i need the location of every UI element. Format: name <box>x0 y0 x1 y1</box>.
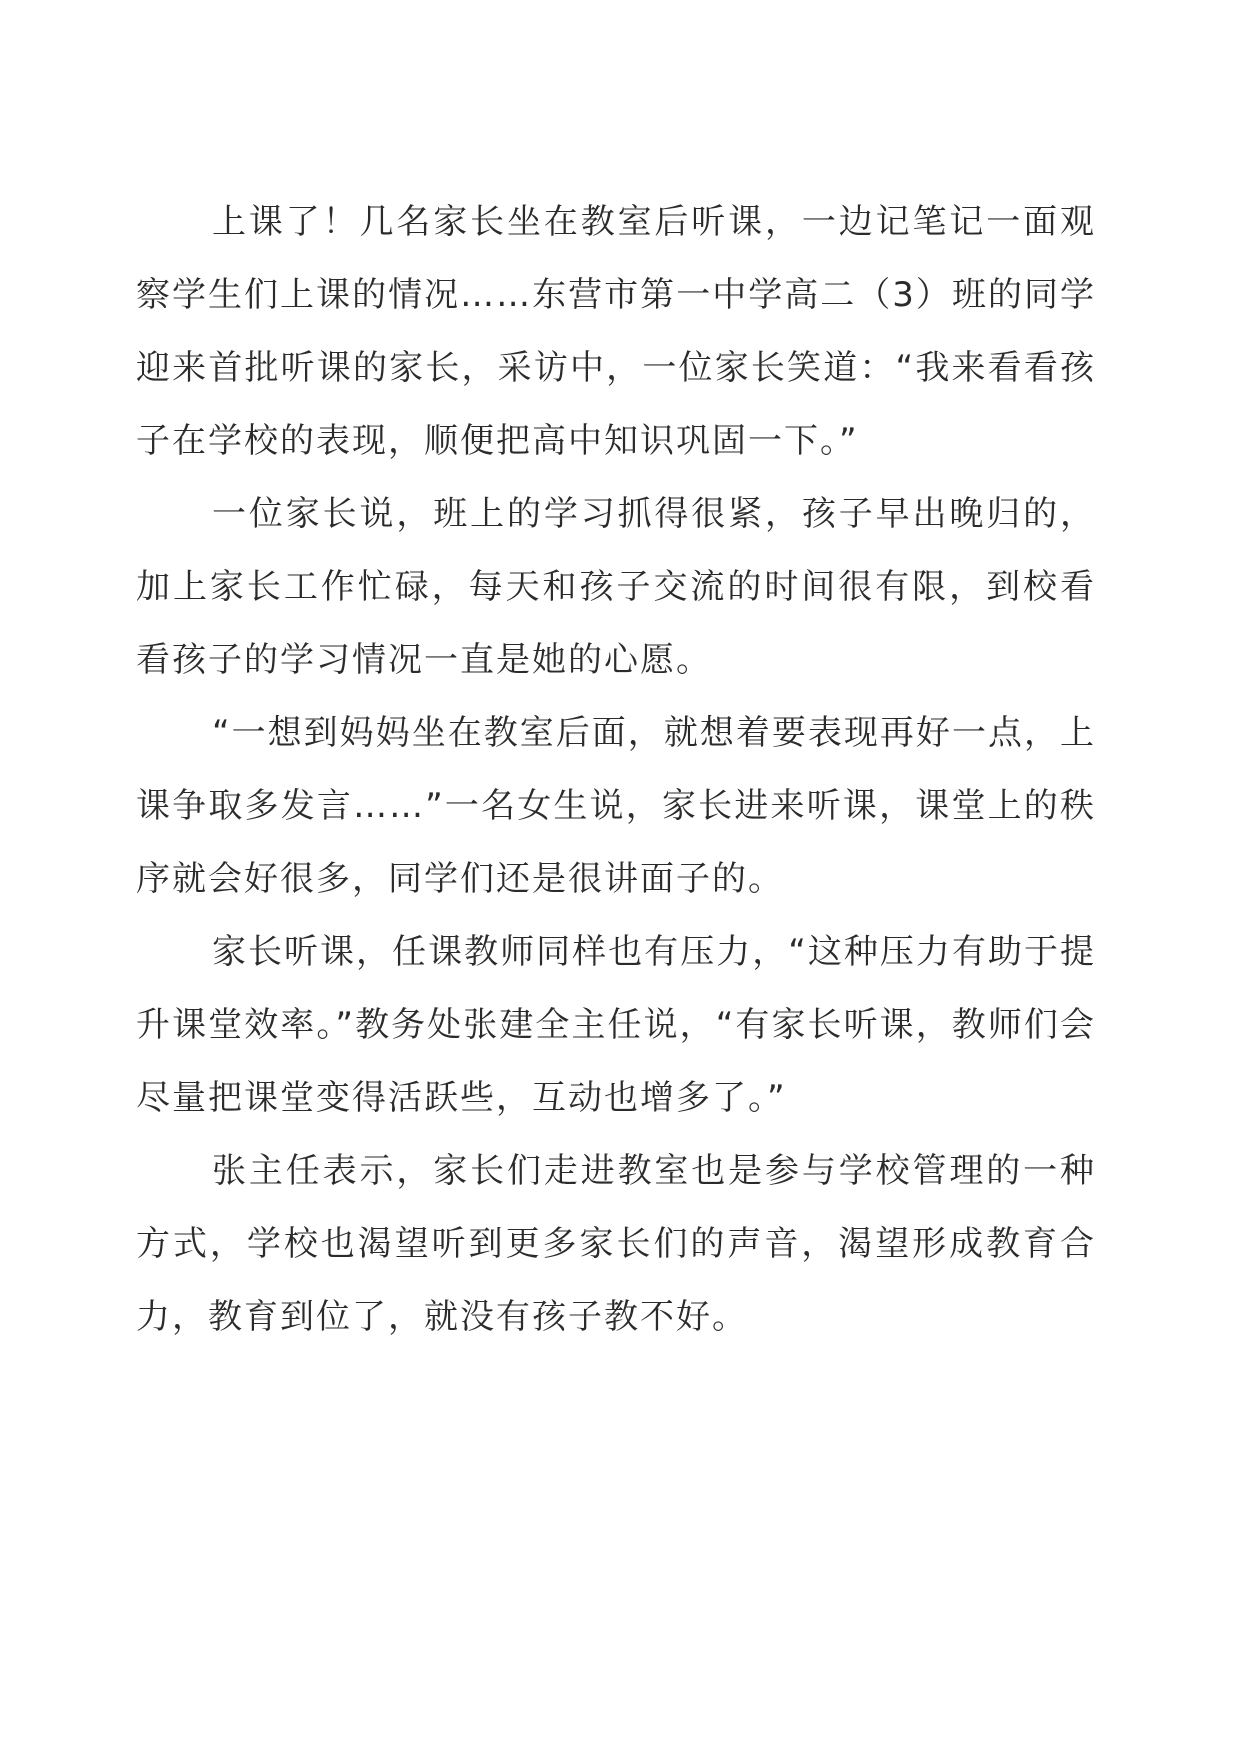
paragraph-3: “一想到妈妈坐在教室后面，就想着要表现再好一点，上课争取多发言……”一名女生说，家长进来听课，课堂上的秩序就会好很多，同学们还是很讲面子的。 <box>136 713 1096 899</box>
paragraph-4: 家长听课，任课教师同样也有压力，“这种压力有助于提升课堂效率。”教务处张建全主任说，“有家长听课，教师们会尽量把课堂变得活跃些，互动也增多了。” <box>136 932 1096 1118</box>
article-body <box>136 186 1096 1354</box>
paragraph-2: 一位家长说，班上的学习抓得很紧，孩子早出晚归的，加上家长工作忙碌，每天和孩子交流的时间很有限，到校看看孩子的学习情况一直是她的心愿。 <box>136 494 1096 680</box>
paragraph-5: 张主任表示，家长们走进教室也是参与学校管理的一种方式，学校也渴望听到更多家长们的声音，渴望形成教育合力，教育到位了，就没有孩子教不好。 <box>136 1151 1096 1337</box>
paragraph-1: 上课了！几名家长坐在教室后听课，一边记笔记一面观察学生们上课的情况……东营市第一中学高二（3）班的同学迎来首批听课的家长，采访中，一位家长笑道：“我来看看孩子在学校的表现，顺便把高中知识巩固一下。” <box>136 202 1096 461</box>
